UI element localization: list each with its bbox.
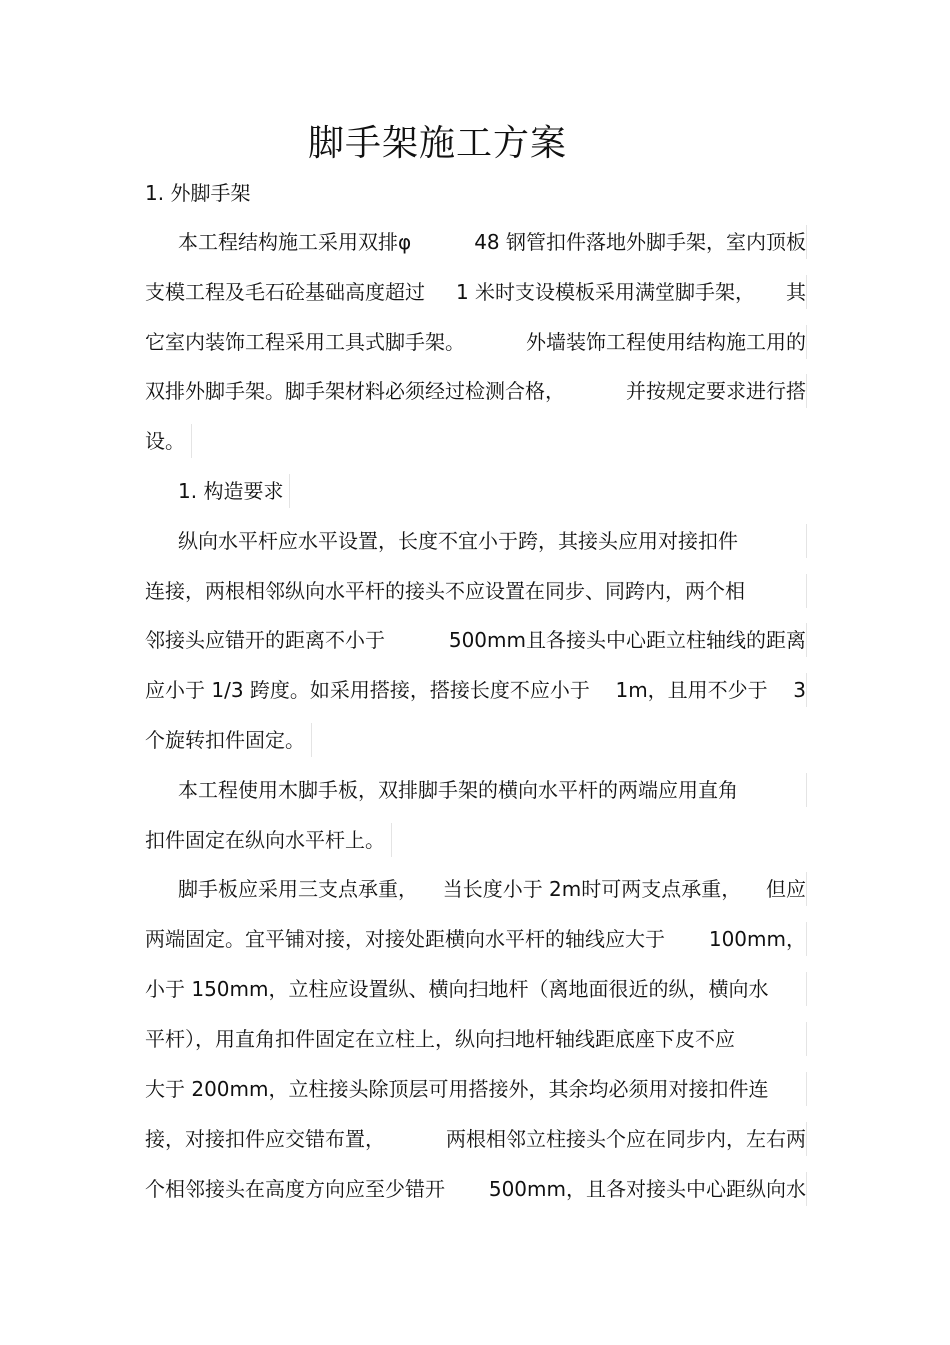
- subsection-heading: [145, 474, 290, 508]
- paragraph-line: [145, 922, 807, 956]
- paragraph-line: [145, 1022, 807, 1056]
- paragraph-line: [145, 225, 807, 259]
- line-segment: 3: [793, 678, 806, 702]
- line-segment: 但应: [765, 877, 806, 901]
- paragraph-line: [145, 574, 807, 608]
- line-segment: 应小于 1/3 跨度。如采用搭接，搭接长度不应小于: [145, 678, 590, 702]
- line-segment: 连接，两根相邻纵向水平杆的接头不应设置在同步、同跨内，两个相: [145, 579, 745, 603]
- line-segment: 支模工程及毛石砼基础高度超过: [145, 280, 425, 304]
- heading-text: 1. 外脚手架: [145, 181, 251, 205]
- line-segment: 1m，且用不少于: [615, 678, 768, 702]
- line-segment: 它室内装饰工程采用工具式脚手架。: [145, 330, 465, 354]
- paragraph-line: [145, 673, 807, 707]
- line-segment: 其: [786, 280, 806, 304]
- line-segment: 1. 构造要求: [178, 474, 290, 508]
- paragraph-line: [145, 623, 807, 657]
- line-segment: 100mm，: [708, 927, 806, 951]
- line-segment: 接，对接扣件应交错布置，: [145, 1127, 385, 1151]
- paragraph-line: [145, 872, 807, 906]
- line-segment: 设。: [145, 424, 192, 458]
- paragraph-line: [145, 723, 312, 757]
- line-segment: 本工程使用木脚手板，双排脚手架的横向水平杆的两端应用直角: [178, 778, 738, 802]
- line-segment: 48 钢管扣件落地外脚手架，室内顶板: [474, 230, 806, 254]
- section-heading: [145, 176, 256, 210]
- document-title: 脚手架施工方案: [307, 123, 567, 164]
- paragraph-line: [145, 773, 807, 807]
- line-segment: 脚手板应采用三支点承重，: [178, 877, 418, 901]
- line-segment: 小于 150mm，立柱应设置纵、横向扫地杆（离地面很近的纵，横向水: [145, 977, 769, 1001]
- paragraph-line: [145, 972, 807, 1006]
- line-segment: 扣件固定在纵向水平杆上。: [145, 823, 392, 857]
- paragraph-line: [145, 524, 807, 558]
- paragraph-line: [145, 1072, 807, 1106]
- line-segment: 邻接头应错开的距离不小于: [145, 628, 385, 652]
- line-segment: 500mm，且各对接头中心距纵向水: [488, 1177, 806, 1201]
- line-segment: 纵向水平杆应水平设置，长度不宜小于跨，其接头应用对接扣件: [178, 529, 738, 553]
- paragraph-line: [145, 374, 807, 408]
- line-segment: 500mm且各接头中心距立柱轴线的距离: [448, 628, 806, 652]
- line-segment: 外墙装饰工程使用结构施工用的: [526, 330, 806, 354]
- line-segment: 两根相邻立柱接头个应在同步内，左右两: [446, 1127, 806, 1151]
- line-segment: 当长度小于 2m时可两支点承重，: [442, 877, 742, 901]
- paragraph-line: [145, 1172, 807, 1206]
- line-segment: 平杆），用直角扣件固定在立柱上，纵向扫地杆轴线距底座下皮不应: [145, 1027, 735, 1051]
- paragraph-line: [145, 1122, 807, 1156]
- line-segment: 个相邻接头在高度方向应至少错开: [145, 1177, 445, 1201]
- paragraph-line: [145, 424, 192, 458]
- paragraph-line: [145, 823, 392, 857]
- line-segment: 1 米时支设模板采用满堂脚手架，: [455, 280, 756, 304]
- line-segment: 大于 200mm，立柱接头除顶层可用搭接外，其余均必须用对接扣件连: [145, 1077, 769, 1101]
- line-segment: 个旋转扣件固定。: [145, 723, 312, 757]
- paragraph-line: [145, 325, 807, 359]
- line-segment: 双排外脚手架。脚手架材料必须经过检测合格，: [145, 379, 565, 403]
- line-segment: 两端固定。宜平铺对接，对接处距横向水平杆的轴线应大于: [145, 927, 665, 951]
- paragraph-line: [145, 275, 807, 309]
- line-segment: 本工程结构施工采用双排φ: [178, 230, 412, 254]
- line-segment: 并按规定要求进行搭: [626, 379, 806, 403]
